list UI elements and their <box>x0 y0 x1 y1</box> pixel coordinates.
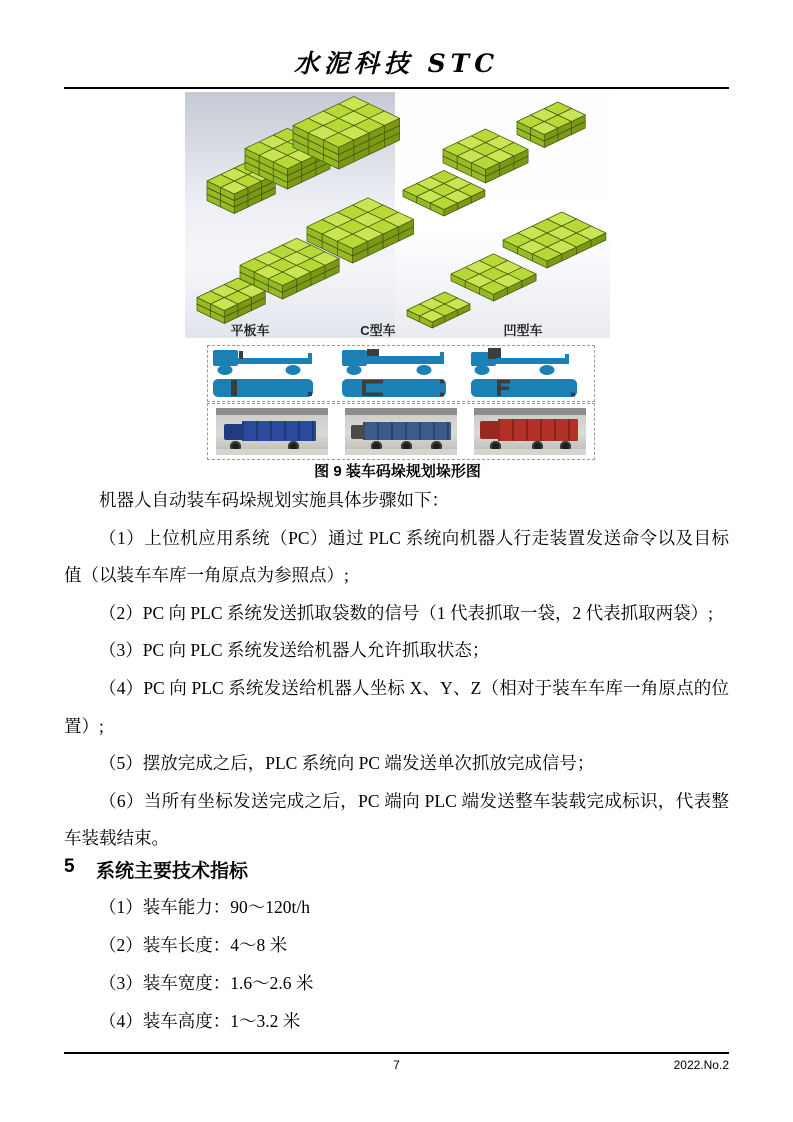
procedure-text <box>64 482 729 858</box>
section-heading <box>64 856 248 883</box>
pallet-stack-illustration <box>185 92 610 338</box>
truck-type-label-flatbed: 平板车 <box>230 323 270 338</box>
truck-type-label-c-type: C型车 <box>360 323 396 338</box>
spec-item: （3）装车宽度：1.6～2.6 米 <box>99 973 314 993</box>
section-title: 系统主要技术指标 <box>96 861 249 882</box>
page-number: 7 <box>393 1058 400 1072</box>
truck-photo-c-type <box>345 408 457 455</box>
figure-caption: 图 9 装车码垛规划垛形图 <box>314 463 481 480</box>
header-rule <box>64 87 729 89</box>
procedure-step: （1）上位机应用系统（PC）通过 PLC 系统向机器人行走装置发送命令以及目标值（以装车车库一角原点为参照点）; <box>64 527 729 586</box>
truck-type-label-concave: 凹型车 <box>503 323 543 338</box>
truck-diagram-box <box>207 345 595 402</box>
procedure-step: （4）PC 向 PLC 系统发送给机器人坐标 X、Y、Z（相对于装车车库一角原点的位置）; <box>64 677 729 736</box>
section-number: 5 <box>64 856 75 877</box>
procedure-step: （3）PC 向 PLC 系统发送给机器人允许抓取状态； <box>99 640 490 661</box>
figure-9 <box>185 92 610 484</box>
truck-photo-concave <box>474 408 586 455</box>
spec-item: （2）装车长度：4～8 米 <box>99 935 288 955</box>
truck-photo-flatbed <box>216 408 328 455</box>
pallet-stacks-svg <box>185 92 610 338</box>
procedure-step: （5）摆放完成之后，PLC 系统向 PC 端发送单次抓放完成信号； <box>99 753 595 774</box>
journal-title: 水泥科技 STC <box>293 49 500 78</box>
procedure-step: （2）PC 向 PLC 系统发送抓取袋数的信号（1 代表抓取一袋，2 代表抓取两袋）; <box>99 602 713 623</box>
truck-diagram-c-type <box>337 346 466 401</box>
truck-diagram-concave <box>465 346 594 401</box>
issue-number: 2022.No.2 <box>673 1058 729 1072</box>
truck-diagram-flatbed <box>208 346 337 401</box>
truck-photo-box <box>207 403 595 460</box>
spec-list <box>64 888 729 1040</box>
spec-item: （1）装车能力：90～120t/h <box>99 897 310 917</box>
spec-item: （4）装车高度：1～3.2 米 <box>99 1011 301 1031</box>
footer-rule <box>64 1052 729 1054</box>
procedure-step: （6）当所有坐标发送完成之后，PC 端向 PLC 端发送整车装载完成标识，代表整车装载结束。 <box>64 790 729 849</box>
procedure-intro: 机器人自动装车码垛规划实施具体步骤如下： <box>99 490 449 510</box>
